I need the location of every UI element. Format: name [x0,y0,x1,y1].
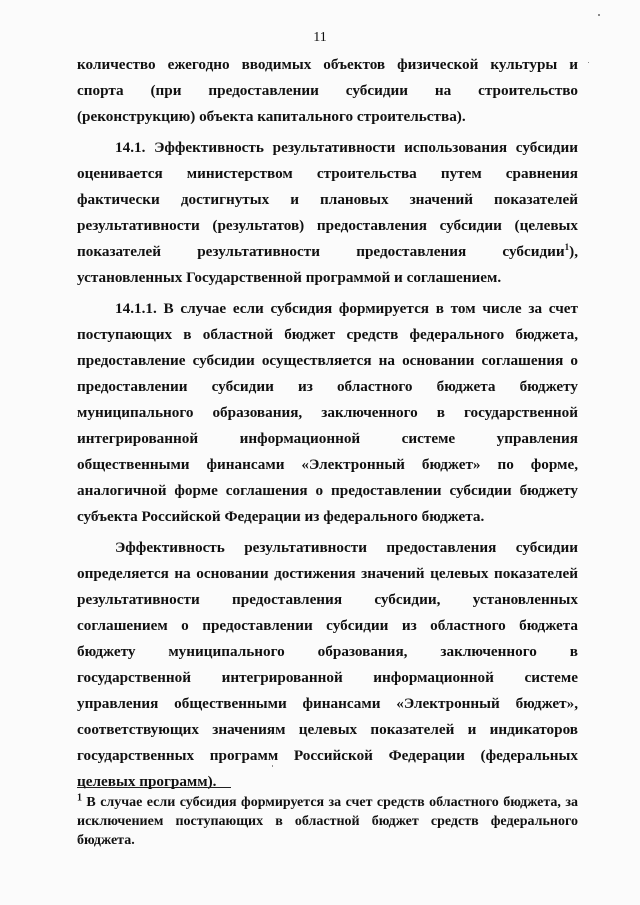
paragraph-14-1-text-end: ), установленных Государственной программой и соглашением. [77,243,578,286]
footnote-marker: 1 [77,792,82,804]
page-number: 11 [313,30,327,45]
scan-speck [272,765,273,767]
paragraph-continuation: количество ежегодно вводимых объектов физической культуры и спорта (при предоставлении субсидии на строительство (реконструкцию) объекта капитального строительства). [77,56,578,125]
footnote-reference[interactable]: 1 [564,241,570,252]
paragraph-14-1-1: 14.1.1. В случае если субсидия формируется в том числе за счет поступающих в областной бюджет средств федерального бюджета, предоставление субсидии осуществляется на основании соглашения о предоставлении субсидии из областного бюджета бюджету муниципального образования, заключенного в государственной интегрированной информационной системе управления общественными финансами «Электронный бюджет» по форме, аналогичной форме соглашения о предоставлении субсидии бюджету субъекта Российской Федерации из федерального бюджета. [77,300,578,525]
paragraph-14-1-text: 14.1. Эффективность результативности использования субсидии оценивается министерством строительства путем сравнения фактически достигнутых и плановых значений показателей результативности (результатов) предоставления субсидии (целевых показателей результативности предоставления субсидии [77,139,578,260]
footnote [77,793,578,850]
paragraph-effectiveness: Эффективность результативности предоставления субсидии определяется на основании достижения значений целевых показателей результативности предоставления субсидии, установленных соглашением о предоставлении субсидии из областного бюджета бюджету муниципального образования, заключенного в государственной интегрированной информационной системе управления общественными финансами «Электронный бюджет», соответствующих значениям целевых показателей и индикаторов государственных программ Российской Федерации (федеральных целевых программ). [77,539,578,790]
footnote-separator [77,787,231,788]
paragraph-14-1 [77,135,578,291]
body-text [77,52,578,795]
footnote-text: В случае если субсидия формируется за счет средств областного бюджета, за исключением поступающих в областной бюджет средств федерального бюджета. [77,795,578,848]
scan-speck [598,14,600,16]
scan-speck [588,62,589,63]
